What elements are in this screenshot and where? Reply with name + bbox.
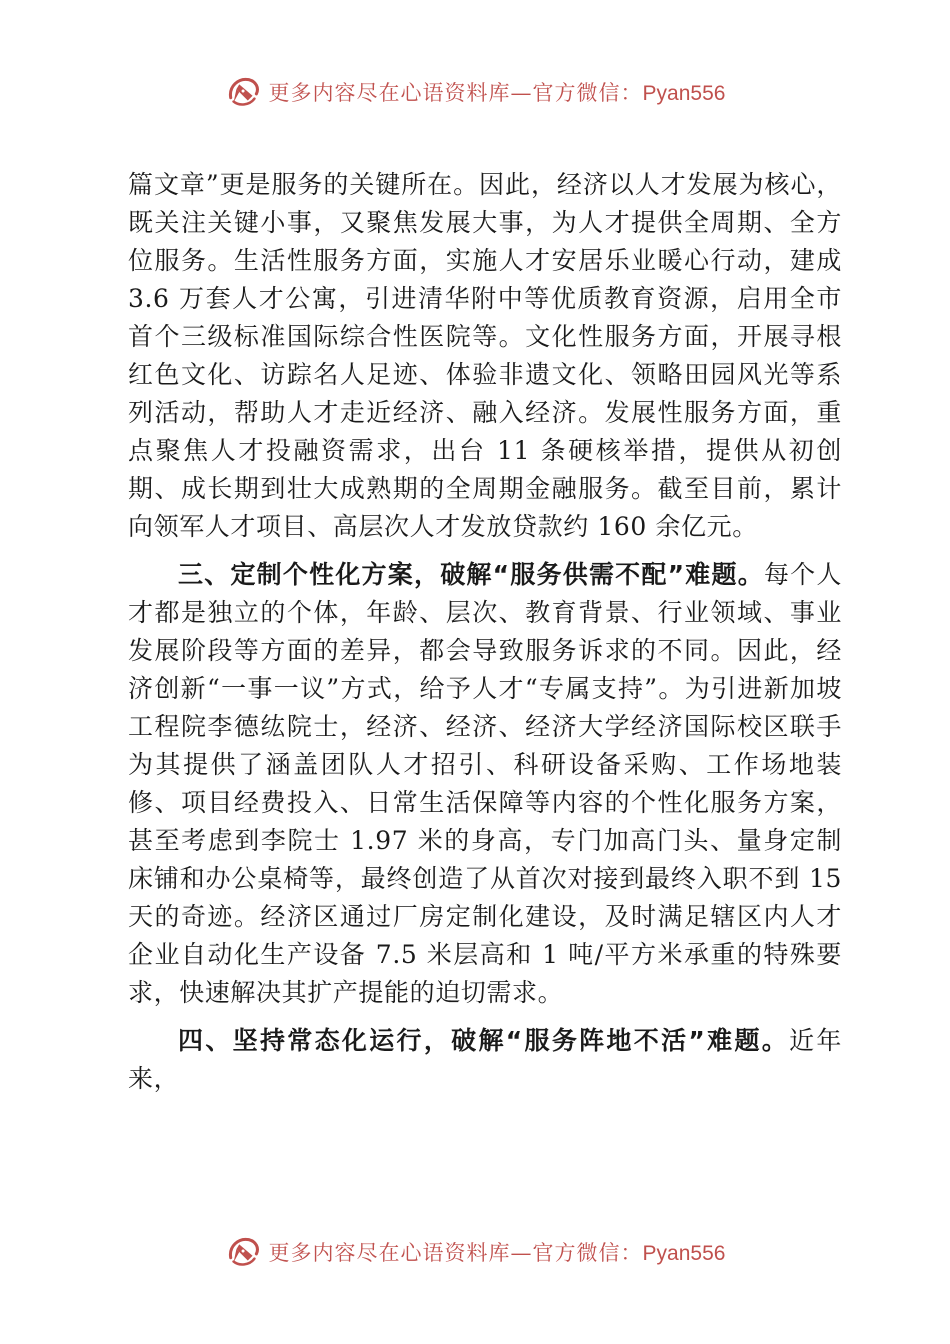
pen-nib-swirl-icon [225,73,263,111]
paragraph-section-three [128,556,842,1012]
paragraph-body: 篇文章”更是服务的关键所在。因此，经济以人才发展为核心，既关注关键小事，又聚焦发展大事，为人才提供全周期、全方位服务。生活性服务方面，实施人才安居乐业暖心行动，建成 3.6 万套人才公寓，引进清华附中等优质教育资源，启用全市首个三级标准国际综合性医院等。文化性服务方面，开展寻根红色文化、访踪名人足迹、体验非遗文化、领略田园风光等系列活动，帮助人才走近经济、融入经济。发展性服务方面，重点聚焦人才投融资需求，出台 11 条硬核举措，提供从初创期、成长期到壮大成熟期的全周期金融服务。截至目前，累计向领军人才项目、高层次人才发放贷款约 160 余亿元。 [128,170,842,541]
paragraph-section-four [128,1022,842,1098]
header-watermark-banner [0,70,950,114]
banner-text: 更多内容尽在心语资料库—官方微信：Pyan556 [268,1241,726,1265]
footer-watermark-banner [0,1230,950,1274]
paragraph-body: 近年来， [128,1026,842,1093]
document-body [128,166,842,1108]
paragraph-services [128,166,842,546]
section-heading: 四、坚持常态化运行，破解“服务阵地不活”难题。 [178,1026,790,1055]
paragraph-body: 每个人才都是独立的个体，年龄、层次、教育背景、行业领域、事业发展阶段等方面的差异，都会导致服务诉求的不同。因此，经济创新“一事一议”方式，给予人才“专属支持”。为引进新加坡工程院李德纮院士，经济、经济、经济大学经济国际校区联手为其提供了涵盖团队人才招引、科研设备采购、工作场地装修、项目经费投入、日常生活保障等内容的个性化服务方案，甚至考虑到李院士 1.97 米的身高，专门加高门头、量身定制床铺和办公桌椅等，最终创造了从首次对接到最终入职不到 15 天的奇迹。经济区通过厂房定制化建设，及时满足辖区内人才企业自动化生产设备 7.5 米层高和 1 吨/平方米承重的特殊要求，快速解决其扩产提能的迫切需求。 [128,560,842,1007]
section-heading: 三、定制个性化方案，破解“服务供需不配”难题。 [178,560,764,589]
pen-nib-swirl-icon [225,1233,263,1271]
banner-text: 更多内容尽在心语资料库—官方微信：Pyan556 [268,81,726,105]
